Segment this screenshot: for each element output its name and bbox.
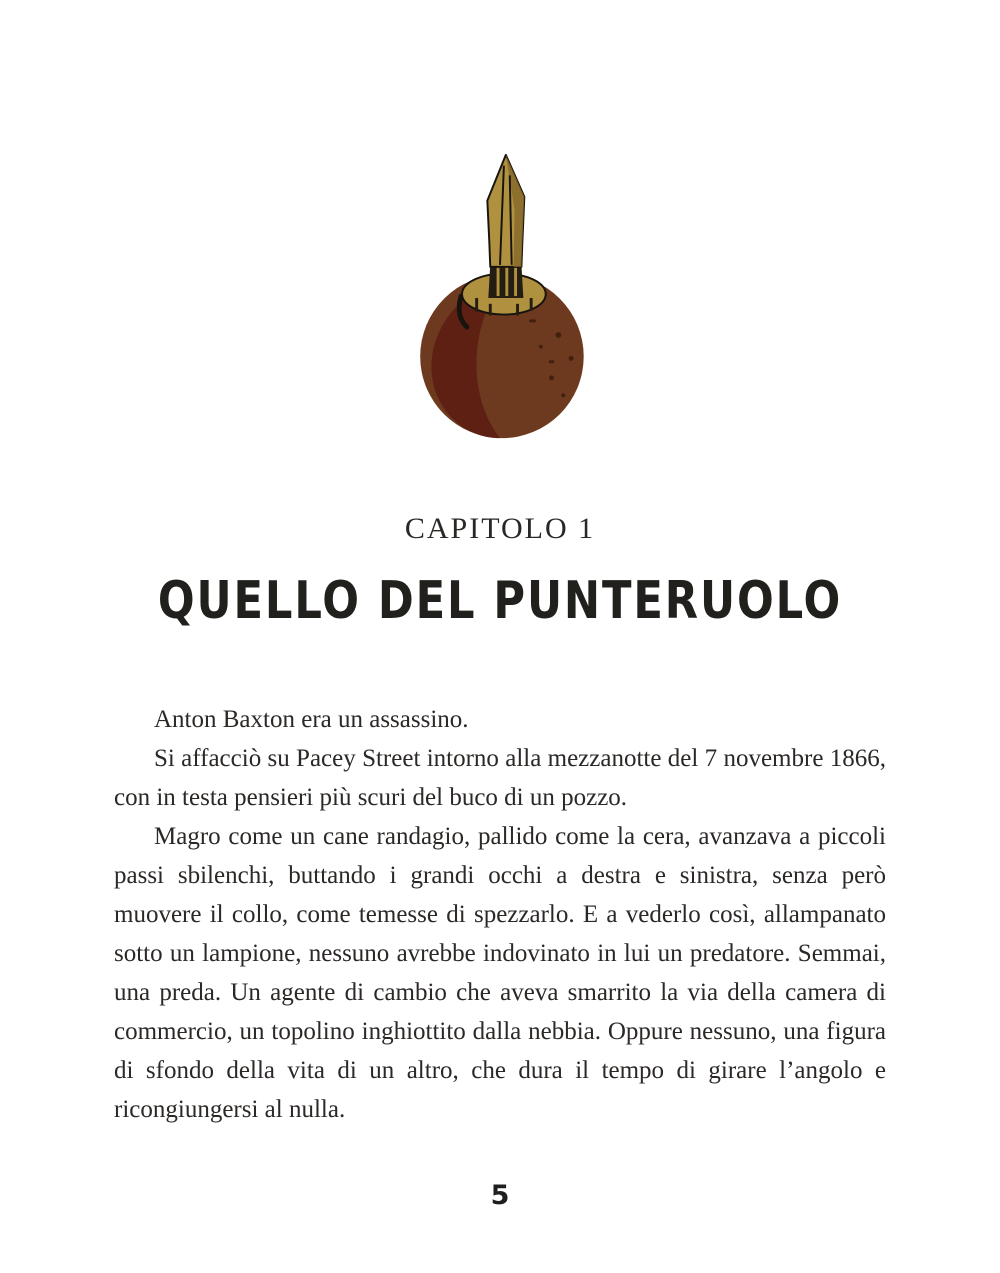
- chapter-label: CAPITOLO 1: [404, 512, 596, 545]
- awl-illustration-svg: [410, 152, 590, 444]
- body-text: [114, 700, 886, 1129]
- paragraph-2: Si affacciò su Pacey Street intorno alla mezzanotte del 7 novembre 1866, con in testa pensieri più scuri del buco di un pozzo.: [114, 745, 886, 811]
- chapter-title: QUELLO DEL PUNTERUOLO: [157, 570, 843, 631]
- page-number: 5: [490, 1180, 510, 1211]
- paragraph-3: Magro come un cane randagio, pallido come la cera, avanzava a piccoli passi sbilenchi, buttando i grandi occhi a destra e sinistra, senza però muovere il collo, come temesse di spezzarlo. E a vederlo così, allampanato sotto un lampione, nessuno avrebbe indovinato in lui un predatore. Semmai, una preda. Un agente di cambio che aveva smarrito la via della camera di commercio, un topolino inghiottito dalla nebbia. Oppure nessuno, una figura di sfondo della vita di un altro, che dura il tempo di girare l’angolo e ricongiungersi al nulla.: [114, 823, 886, 1123]
- awl-illustration: [0, 152, 1000, 444]
- paragraph-1: Anton Baxton era un assassino.: [154, 706, 469, 733]
